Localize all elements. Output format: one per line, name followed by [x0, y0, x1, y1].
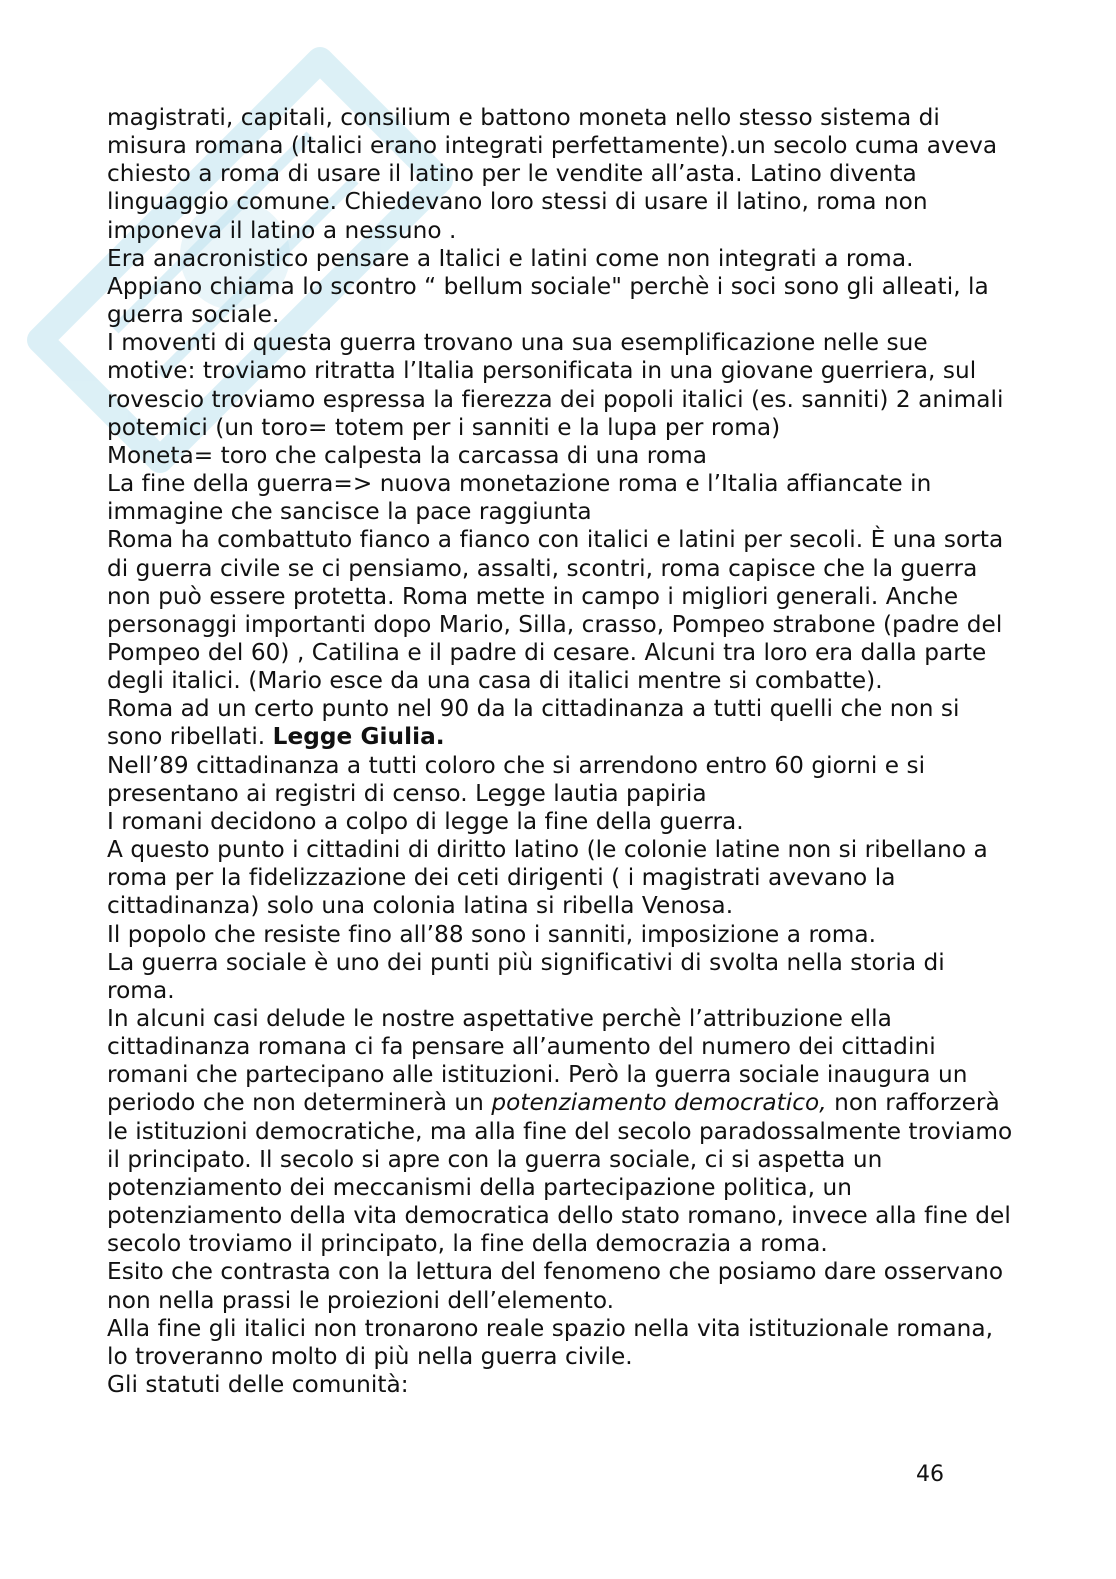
- paragraph-6: La fine della guerra=> nuova monetazione roma e l’Italia affiancate in immagine che sancisce la pace raggiunta: [107, 470, 932, 526]
- paragraph-5: Moneta= toro che calpesta la carcassa di una roma: [107, 441, 707, 469]
- paragraph-12: Il popolo che resiste fino all’88 sono i sanniti, imposizione a roma.: [107, 920, 877, 948]
- paragraph-1: magistrati, capitali, consilium e battono moneta nello stesso sistema di misura romana (Italici erano integrati perfettamente).un secolo cuma aveva chiesto a roma di usare il latino per le vendite all’asta. Latino diventa linguaggio comune. Chiedevano loro stessi di usare il latino, roma non imponeva il latino a nessuno .: [107, 104, 998, 244]
- document-body: [107, 104, 1017, 1399]
- paragraph-17: Gli statuti delle comunità:: [107, 1371, 409, 1399]
- paragraph-15: Esito che contrasta con la lettura del fenomeno che posiamo dare osservano non nella prassi le proiezioni dell’elemento.: [107, 1258, 1004, 1314]
- paragraph-9: Nell’89 cittadinanza a tutti coloro che si arrendono entro 60 giorni e si presentano ai registri di censo. Legge lautia papiria: [107, 751, 926, 807]
- paragraph-16: Alla fine gli italici non tronarono reale spazio nella vita istituzionale romana, lo troveranno molto di più nella guerra civile.: [107, 1314, 994, 1370]
- paragraph-8-text: Roma ad un certo punto nel 90 da la cittadinanza a tutti quelli che non si sono ribellati.: [107, 695, 960, 751]
- paragraph-4: I moventi di questa guerra trovano una sua esemplificazione nelle sue motive: troviamo ritratta l’Italia personificata in una giovane guerriera, sul rovescio troviamo espressa la fierezza dei popoli italici (es. sanniti) 2 animali potemici (un toro= totem per i sanniti e la lupa per roma): [107, 329, 1004, 441]
- paragraph-14-after: non rafforzerà le istituzioni democratiche, ma alla fine del secolo paradossalmente troviamo il principato. Il secolo si apre con la guerra sociale, ci si aspetta un potenziamento dei meccanismi della partecipazione politica, un potenziamento della vita democratica dello stato romano, invece alla fine del secolo troviamo il principato, la fine della democrazia a roma.: [107, 1089, 1013, 1258]
- paragraph-14: [107, 1005, 1017, 1258]
- legge-giulia-bold: Legge Giulia.: [272, 723, 445, 751]
- paragraph-11: A questo punto i cittadini di diritto latino (le colonie latine non si ribellano a roma per la fidelizzazione dei ceti dirigenti ( i magistrati avevano la cittadinanza) solo una colonia latina si ribella Venosa.: [107, 836, 988, 920]
- paragraph-8: [107, 695, 1017, 751]
- potenziamento-italic: potenziamento democratico,: [491, 1089, 827, 1117]
- page-number: 46: [916, 1462, 944, 1487]
- paragraph-13: La guerra sociale è uno dei punti più significativi di svolta nella storia di roma.: [107, 948, 945, 1004]
- paragraph-3: Appiano chiama lo scontro “ bellum sociale" perchè i soci sono gli alleati, la guerra sociale.: [107, 272, 989, 329]
- paragraph-10: I romani decidono a colpo di legge la fine della guerra.: [107, 807, 744, 835]
- paragraph-14-text: In alcuni casi delude le nostre aspettative perchè l’attribuzione ella cittadinanza romana ci fa pensare all’aumento del numero dei cittadini romani che partecipano alle istituzioni. Però la guerra sociale inaugura un periodo che non determinerà un: [107, 1005, 968, 1117]
- paragraph-7: Roma ha combattuto fianco a fianco con italici e latini per secoli. È una sorta di guerra civile se ci pensiamo, assalti, scontri, roma capisce che la guerra non può essere protetta. Roma mette in campo i migliori generali. Anche personaggi importanti dopo Mario, Silla, crasso, Pompeo strabone (padre del Pompeo del 60) , Catilina e il padre di cesare. Alcuni tra loro era dalla parte degli italici. (Mario esce da una casa di italici mentre si combatte).: [107, 526, 1004, 695]
- paragraph-2: Era anacronistico pensare a Italici e latini come non integrati a roma.: [107, 244, 914, 272]
